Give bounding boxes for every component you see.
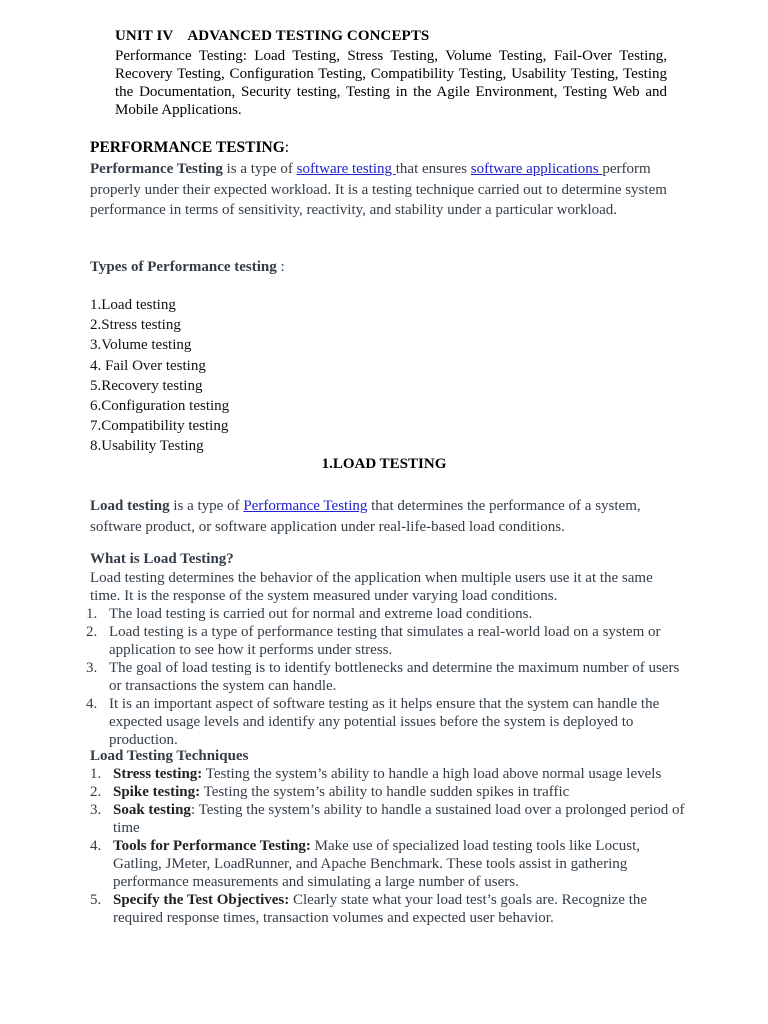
unit-number: UNIT IV: [115, 28, 174, 44]
list-item: 7.Compatibility testing: [90, 418, 229, 435]
unit-title: [115, 28, 429, 45]
load-testing-techniques-heading: Load Testing Techniques: [90, 748, 249, 764]
types-heading: Types of Performance testing :: [90, 259, 285, 275]
software-testing-link[interactable]: software testing: [296, 161, 396, 177]
list-item: 8.Usability Testing: [90, 438, 204, 455]
software-applications-link[interactable]: software applications: [470, 161, 603, 177]
list-item: 4. Tools for Performance Testing: Make use of specialized load testing tools like Locust, Gatling, JMeter, LoadRunner, and Apache Benchmark. These tools assist in gathering performance measurements and simulating a large number of users.: [90, 838, 640, 890]
what-is-load-testing-intro: Load testing determines the behavior of the application when multiple users use it at the same time. It is the response of the system measured under varying load conditions.: [90, 570, 653, 604]
list-item: 3.Volume testing: [90, 337, 192, 354]
list-item: 1. The load testing is carried out for normal and extreme load conditions.: [86, 606, 533, 622]
list-item: 4. It is an important aspect of software testing as it helps ensure that the system can handle the expected usage levels and identify any potential issues before the system is deployed to production.: [86, 696, 660, 748]
list-item: 2. Load testing is a type of performance testing that simulates a real-world load on a system or application to see how it performs under stress.: [86, 624, 661, 658]
list-item: 5.Recovery testing: [90, 377, 203, 394]
load-testing-heading: 1.LOAD TESTING: [321, 456, 447, 472]
what-list: [86, 605, 686, 749]
definition-lead: Performance Testing: [90, 161, 223, 177]
types-list: [90, 295, 229, 457]
list-item: 1.Load testing: [90, 297, 176, 313]
unit-description: Performance Testing: Load Testing, Stress Testing, Volume Testing, Fail-Over Testing, Recovery Testing, Configuration Testing, Compatibility Testing, Usability Testing, Testing the Documentation, Security testing, Testing in the Agile Environment, Testing Web and Mobile Applications.: [115, 48, 667, 118]
list-item: 3. Soak testing: Testing the system’s ability to handle a sustained load over a prolonged period of time: [90, 802, 685, 836]
performance-testing-link[interactable]: Performance Testing: [243, 498, 368, 514]
performance-testing-heading: PERFORMANCE TESTING:: [90, 139, 290, 156]
list-item: 4. Fail Over testing: [90, 357, 206, 374]
load-testing-definition: Load testing is a type of Performance Testing that determines the performance of a system, software product, or software application under real-life-based load conditions.: [90, 498, 641, 535]
list-item: 6.Configuration testing: [90, 397, 230, 414]
list-item: 5. Specify the Test Objectives: Clearly state what your load test’s goals are. Recognize the required response times, transaction volumes and expected user behavior.: [90, 892, 648, 926]
list-item: 2. Spike testing: Testing the system’s ability to handle sudden spikes in traffic: [90, 784, 570, 800]
what-is-load-testing-heading: What is Load Testing?: [90, 551, 234, 567]
list-item: 2.Stress testing: [90, 317, 181, 334]
performance-testing-definition: Performance Testing is a type of software testing that ensures software applications perform properly under their expected workload. It is a testing technique carried out to determine system performance in terms of sensitivity, reactivity, and stability under a particular workload.: [90, 161, 667, 218]
unit-name: ADVANCED TESTING CONCEPTS: [187, 28, 430, 44]
list-item: 1. Stress testing: Testing the system’s ability to handle a high load above normal usage levels: [90, 766, 662, 782]
techniques-list: [90, 765, 690, 927]
list-item: 3. The goal of load testing is to identify bottlenecks and determine the maximum number of users or transactions the system can handle.: [86, 660, 680, 694]
